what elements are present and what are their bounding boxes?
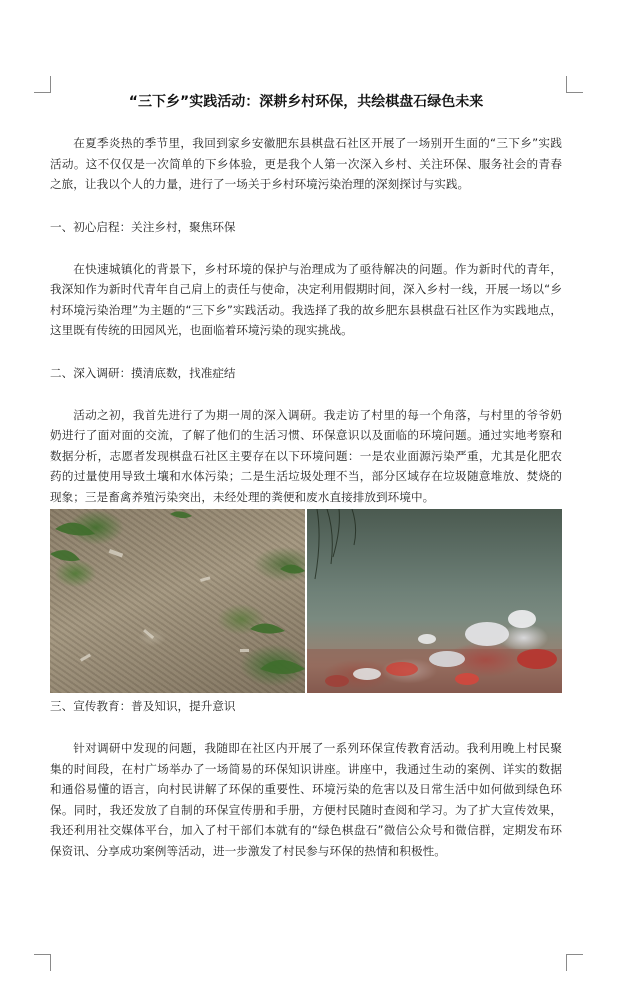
section-3-paragraph: 针对调研中发现的问题，我随即在社区内开展了一系列环保宣传教育活动。我利用晚上村民聚集的时间段，在村广场举办了一场简易的环保知识讲座。讲座中，我通过生动的案例、详实的数据和通俗易懂的语言，向村民讲解了环保的重要性、环境污染的危害以及日常生活中如何做到绿色环保。同时，我还发放了自制的环保宣传册和手册，方便村民随时查阅和学习。为了扩大宣传效果，我还利用社交媒体平台，加入了村干部们本就有的“绿色棋盘石”微信公众号和微信群，定期发布环保资讯、分享成功案例等活动，进一步激发了村民参与环保的热情和积极性。 [50, 741, 562, 858]
section-3-heading: 三、宣传教育：普及知识，提升意识 [50, 699, 236, 713]
section-2-heading: 二、深入调研：摸清底数，找准症结 [50, 365, 236, 380]
section-2-paragraph: 活动之初，我首先进行了为期一周的深入调研。我走访了村里的每一个角落，与村里的爷爷奶奶进行了面对面的交流，了解了他们的生活习惯、环保意识以及面临的环境问题。通过实地考察和数据分析，志愿者发现棋盘石社区主要存在以下环境问题：一是农业面源污染严重，尤其是化肥农药的过量使用导致土壤和水体污染；二是生活垃圾处理不当，部分区域存在垃圾随意堆放、焚烧的现象；三是畜禽养殖污染突出，未经处理的粪便和废水直接排放到环境中。 [50, 407, 562, 504]
photo-littered-ground [50, 509, 305, 693]
page-corner-mark-top-right [566, 76, 583, 93]
page-corner-mark-top-left [34, 76, 51, 93]
document-title: “三下乡”实践活动：深耕乡村环保，共绘棋盘石绿色未来 [128, 94, 484, 110]
document-page [50, 92, 562, 861]
photo-pair [50, 509, 562, 693]
photo-polluted-pond [307, 509, 562, 693]
section-1-heading: 一、初心启程：关注乡村，聚焦环保 [50, 219, 236, 234]
section-1-paragraph: 在快速城镇化的背景下，乡村环境的保护与治理成为了亟待解决的问题。作为新时代的青年，我深知作为新时代青年自己肩上的责任与使命，决定利用假期时间，深入乡村一线，开展一场以“乡村环境污染治理”为主题的“三下乡”实践活动。我选择了我的故乡肥东县棋盘石社区作为实践地点，这里既有传统的田园风光，也面临着环境污染的现实挑战。 [50, 261, 562, 337]
page-corner-mark-bottom-right [566, 954, 583, 971]
intro-paragraph: 在夏季炎热的季节里，我回到家乡安徽肥东县棋盘石社区开展了一场别开生面的“三下乡”实践活动。这不仅仅是一次简单的下乡体验，更是我个人第一次深入乡村、关注环保、服务社会的青春之旅，让我以个人的力量，进行了一场关于乡村环境污染治理的深刻探讨与实践。 [50, 136, 562, 191]
page-corner-mark-bottom-left [34, 954, 51, 971]
